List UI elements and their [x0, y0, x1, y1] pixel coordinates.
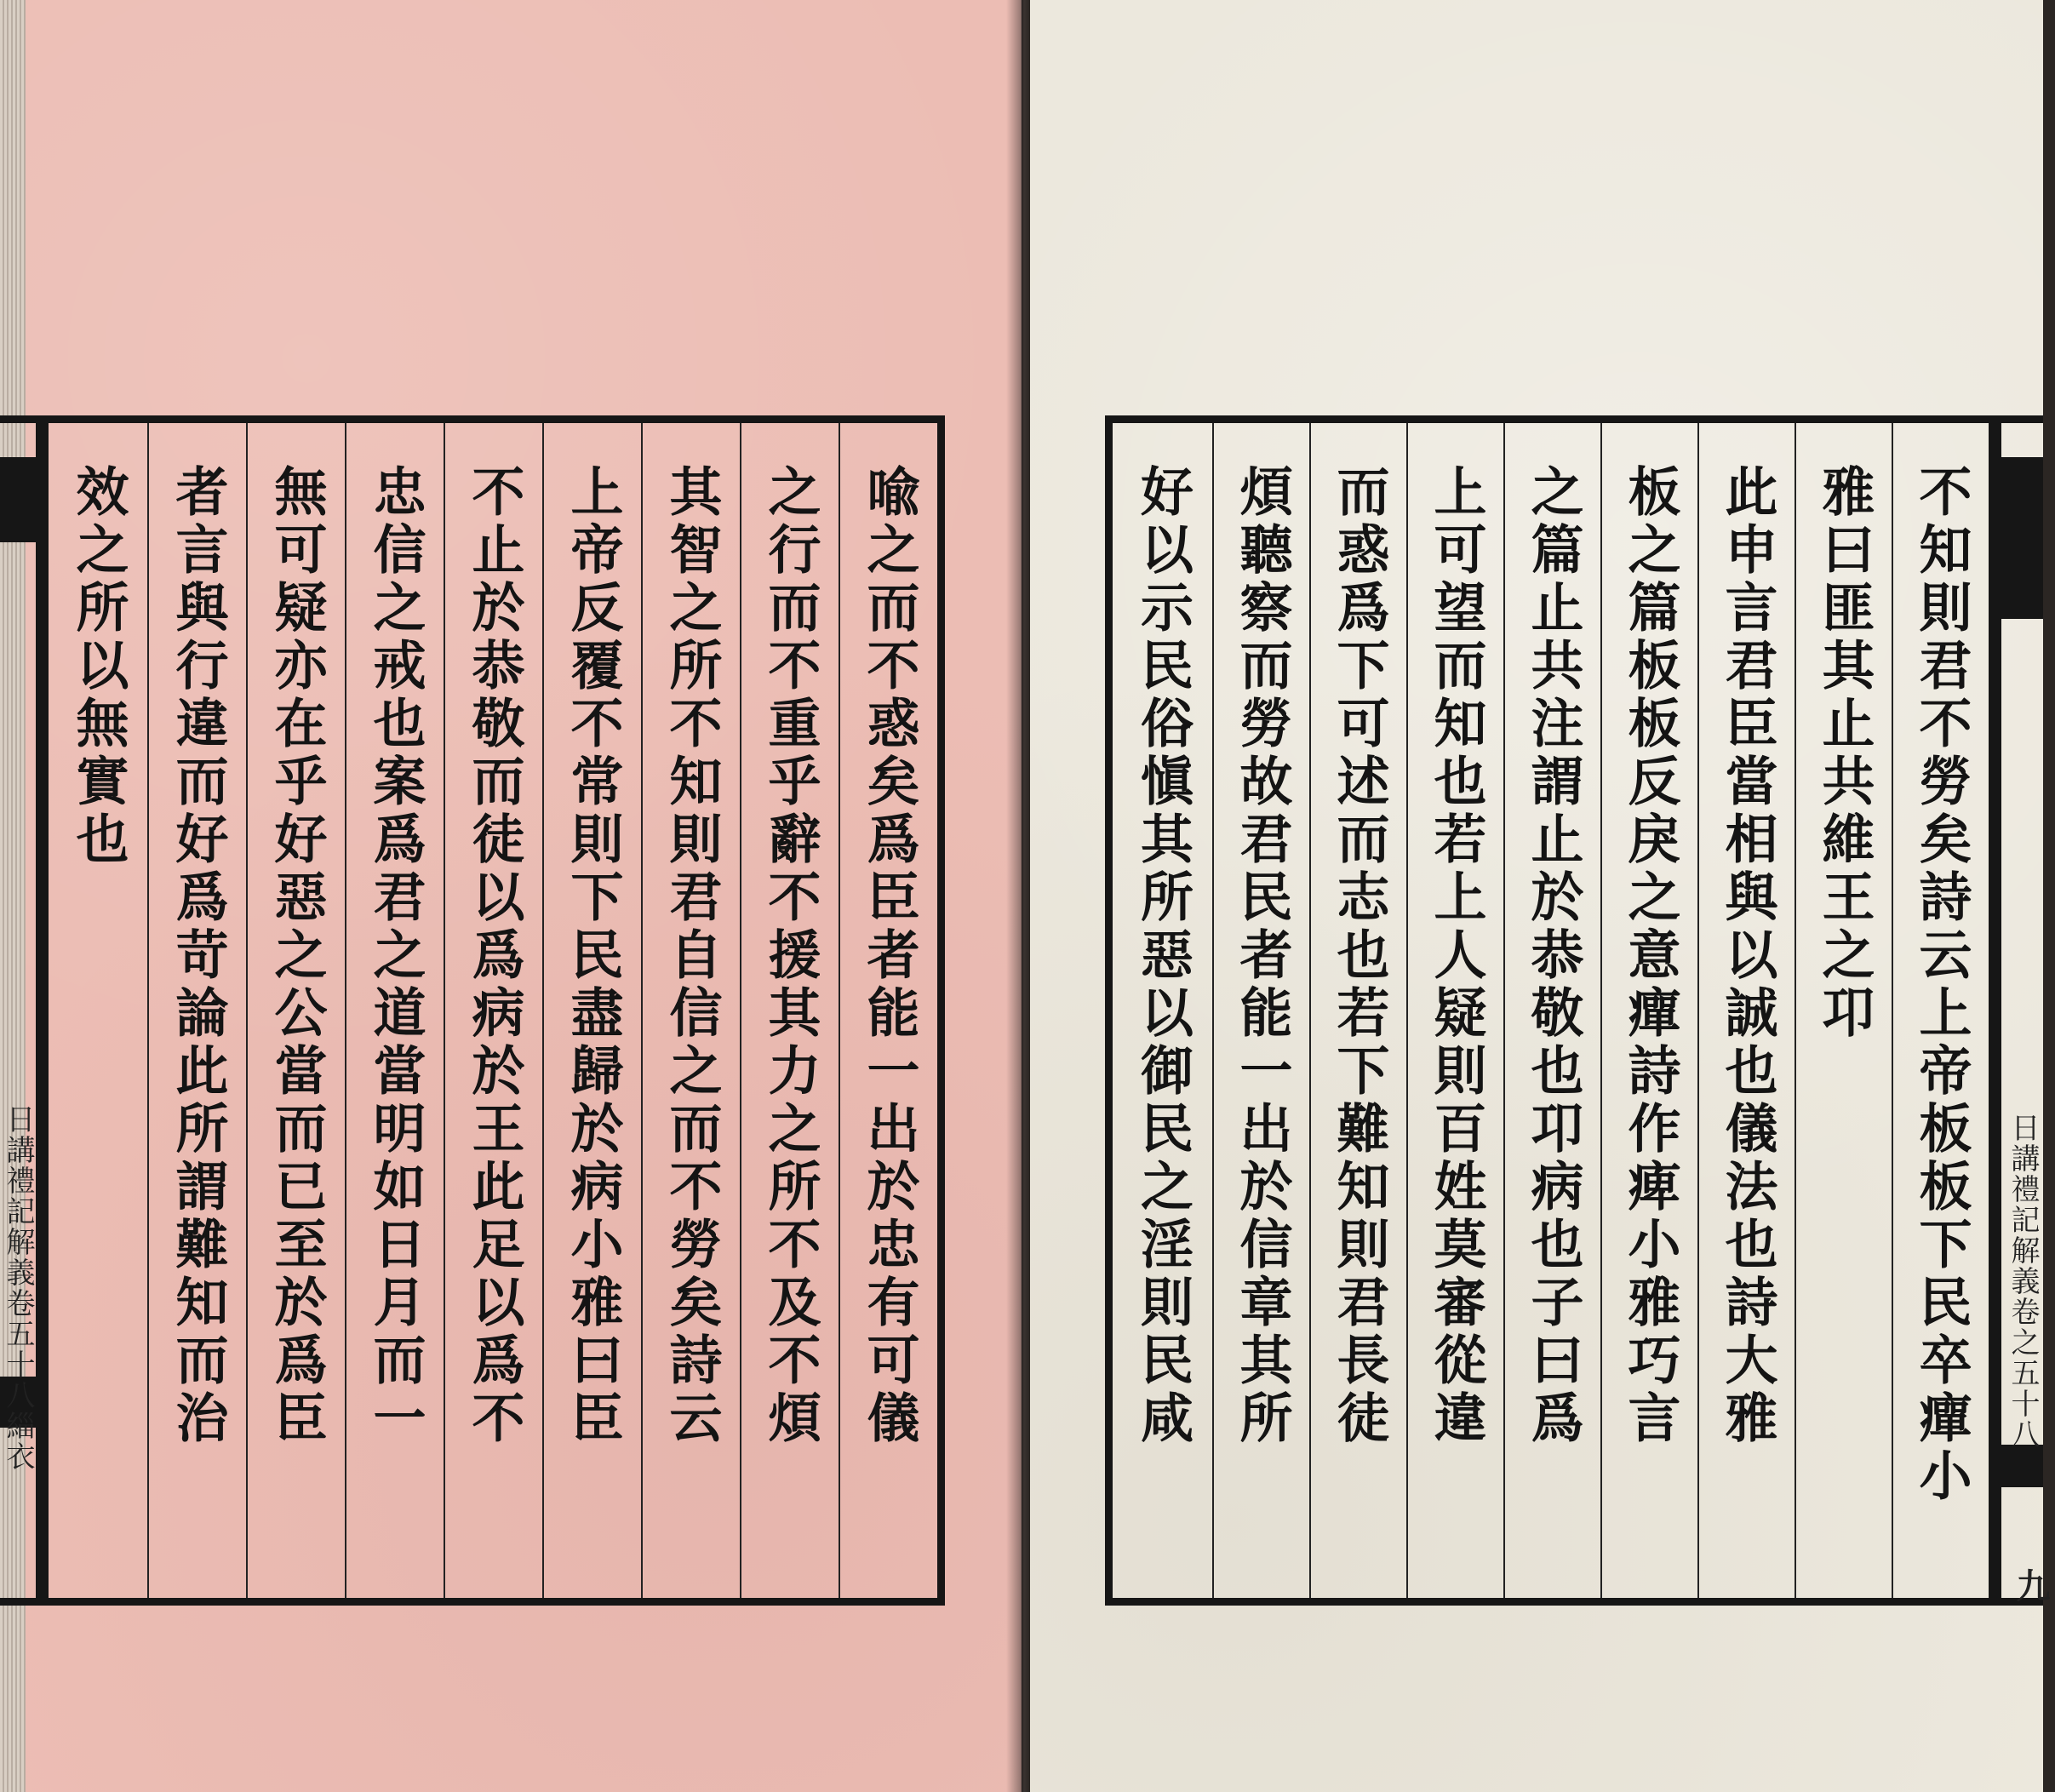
column-text: 不止於恭敬而徒以爲病於王此足以爲不: [463, 464, 525, 1448]
column-text: 板之篇板板反戾之意癉詩作痺小雅巧言: [1619, 464, 1681, 1448]
column-text: 雅曰匪其止共維王之卭: [1813, 464, 1875, 1043]
text-column: [1795, 423, 1892, 1598]
left-columns: [49, 423, 937, 1598]
column-text: 煩聽察而勞故君民者能一出於信章其所: [1231, 464, 1293, 1448]
column-text: 上帝反覆不常則下民盡歸於病小雅曰臣: [562, 464, 624, 1448]
fishtail-mark: [0, 457, 36, 542]
column-text: 之篇止共注謂止於恭敬也卭病也子曰爲: [1522, 464, 1584, 1448]
banxin-title: 日講禮記解義卷之五十八: [2006, 1113, 2040, 1450]
column-text: 無可疑亦在乎好惡之公當而已至於爲臣: [266, 464, 328, 1448]
text-column: [1406, 423, 1503, 1598]
page-number: 九: [2011, 1568, 2051, 1602]
right-banxin: [1996, 415, 2051, 1606]
left-text-frame: [41, 415, 945, 1606]
column-text: 其智之所不知則君自信之而不勞矣詩云: [661, 464, 723, 1448]
column-text: 而惑爲下可述而志也若下難知則君長徒: [1328, 464, 1390, 1448]
text-column: [839, 423, 937, 1598]
text-column: [1600, 423, 1697, 1598]
column-text: 忠信之戒也案爲君之道當明如日月而一: [364, 464, 426, 1448]
text-column: [49, 423, 147, 1598]
text-column: [246, 423, 345, 1598]
text-column: [1697, 423, 1795, 1598]
text-column: [1212, 423, 1309, 1598]
text-column: [1309, 423, 1406, 1598]
fishtail-mark: [2001, 457, 2043, 619]
right-page: [1030, 0, 2051, 1792]
text-column: [740, 423, 839, 1598]
column-text: 喩之而不惑矣爲臣者能一出於忠有可儀: [858, 464, 920, 1448]
book-gutter: [1006, 0, 1032, 1792]
column-text: 效之所以無實也: [67, 464, 129, 869]
fishtail-mark: [2001, 1445, 2043, 1487]
left-page: [0, 0, 1022, 1792]
text-column: [1503, 423, 1600, 1598]
right-text-frame: [1105, 415, 1996, 1606]
column-text: 好以示民俗愼其所惡以御民之淫則民咸: [1131, 464, 1194, 1448]
left-banxin: [0, 415, 41, 1606]
column-text: 之行而不重乎辭不援其力之所不及不煩: [759, 464, 821, 1448]
text-column: [1113, 423, 1212, 1598]
column-text: 此申言君臣當相與以誠也儀法也詩大雅: [1716, 464, 1778, 1448]
column-text: 不知則君不勞矣詩云上帝板板下民卒癉小: [1910, 464, 1972, 1506]
column-text: 者言與行違而好爲苛論此所謂難知而治: [167, 464, 229, 1448]
right-columns: [1113, 423, 1989, 1598]
text-column: [641, 423, 740, 1598]
text-column: [345, 423, 444, 1598]
text-column: [542, 423, 641, 1598]
text-column: [147, 423, 246, 1598]
column-text: 上可望而知也若上人疑則百姓莫審從違: [1425, 464, 1487, 1448]
text-column: [444, 423, 542, 1598]
text-column: [1892, 423, 1989, 1598]
banxin-title: 日講禮記解義卷五十八緇衣: [1, 1104, 35, 1472]
